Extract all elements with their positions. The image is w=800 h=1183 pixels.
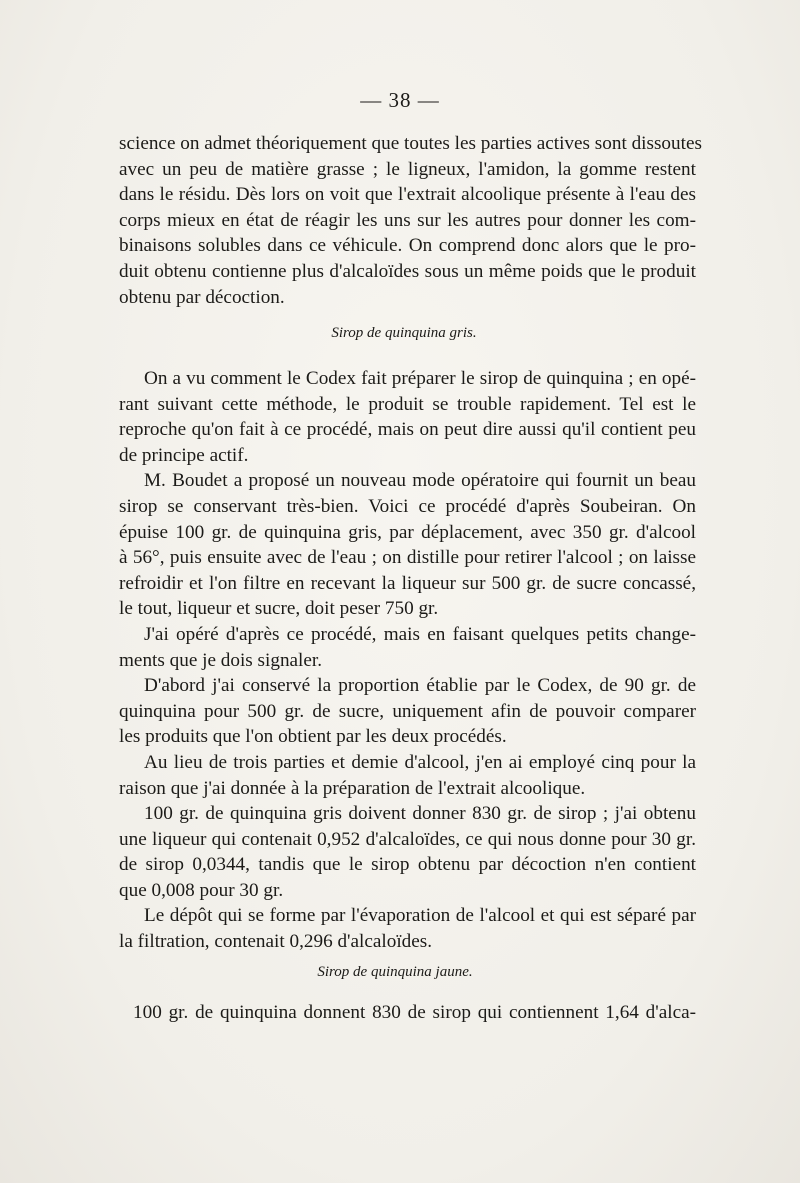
text-line: refroidir et l'on filtre en recevant la liqueur sur 500 gr. de sucre concassé, (119, 572, 696, 594)
text-line: obtenu par décoction. (119, 286, 285, 308)
text-line: science on admet théoriquement que toutes les parties actives sont dissoutes (119, 133, 702, 154)
text-line: J'ai opéré d'après ce procédé, mais en faisant quelques petits change- (144, 623, 696, 645)
text-line: rant suivant cette méthode, le produit se trouble rapidement. Tel est le (119, 393, 696, 415)
paragraph-boudet (119, 468, 696, 494)
text-line: ments que je dois signaler. (119, 649, 323, 671)
text-line: les produits que l'on obtient par les deux procédés. (119, 726, 507, 748)
text-line: de sirop 0,0344, tandis que le sirop obtenu par décoction n'en contient (119, 854, 696, 876)
paragraph-results (119, 801, 696, 827)
paragraph-intro (119, 131, 702, 310)
text-line: quinquina pour 500 gr. de sucre, uniquement afin de pouvoir comparer (119, 700, 696, 722)
paragraph-alcool (119, 750, 696, 776)
section-heading-sirop-gris: Sirop de quinquina gris. (331, 325, 477, 341)
paragraph-jaune (119, 1000, 696, 1026)
text-line: épuise 100 gr. de quinquina gris, par déplacement, avec 350 gr. d'alcool (119, 521, 696, 543)
text-line: une liqueur qui contenait 0,952 d'alcaloïdes, ce qui nous donne pour 30 gr. (119, 828, 696, 850)
page-number: — 38 — (360, 88, 440, 112)
text-line: duit obtenu contienne plus d'alcaloïdes sous un même poids que le produit (119, 260, 696, 282)
text-line: D'abord j'ai conservé la proportion établie par le Codex, de 90 gr. de (144, 675, 696, 697)
text-line: de principe actif. (119, 444, 249, 466)
text-line: à 56°, puis ensuite avec de l'eau ; on distille pour retirer l'alcool ; on laisse (119, 547, 696, 569)
text-line: Au lieu de trois parties et demie d'alcool, j'en ai employé cinq pour la (144, 751, 696, 773)
text-line: 100 gr. de quinquina gris doivent donner 830 gr. de sirop ; j'ai obtenu (144, 803, 696, 825)
text-line: que 0,008 pour 30 gr. (119, 879, 284, 901)
paragraph-changes (119, 622, 696, 648)
text-line: On a vu comment le Codex fait préparer le sirop de quinquina ; en opé- (144, 368, 696, 389)
text-line: le tout, liqueur et sucre, doit peser 750 gr. (119, 598, 439, 620)
text-line: binaisons solubles dans ce véhicule. On comprend donc alors que le pro- (119, 235, 696, 257)
main-body (119, 366, 696, 955)
section-heading-sirop-jaune: Sirop de quinquina jaune. (317, 964, 473, 980)
paragraph-proportion (119, 673, 696, 699)
paragraph-jaune-first (119, 1000, 696, 1026)
paragraph-depot (119, 903, 696, 929)
text-line: Le dépôt qui se forme par l'évaporation de l'alcool et qui est séparé par (144, 905, 696, 927)
text-line: dans le résidu. Dès lors on voit que l'extrait alcoolique présente à l'eau des (119, 184, 696, 206)
text-line: avec un peu de matière grasse ; le ligneux, l'amidon, la gomme restent (119, 158, 696, 180)
text-line: la filtration, contenait 0,296 d'alcaloïdes. (119, 931, 433, 953)
text-line: sirop se conservant très-bien. Voici ce procédé d'après Soubeiran. On (119, 495, 696, 517)
text-line: raison que j'ai donnée à la préparation de l'extrait alcoolique. (119, 777, 586, 799)
text-line: M. Boudet a proposé un nouveau mode opératoire qui fournit un beau (144, 470, 696, 492)
text-line: corps mieux en état de réagir les uns sur les autres pour donner les com- (119, 209, 696, 231)
text-line: reproche qu'on fait à ce procédé, mais on peut dire aussi qu'il contient peu (119, 419, 696, 441)
paragraph-codex (119, 366, 696, 392)
text-line: 100 gr. de quinquina donnent 830 de sirop qui contiennent 1,64 d'alca- (133, 1002, 696, 1023)
